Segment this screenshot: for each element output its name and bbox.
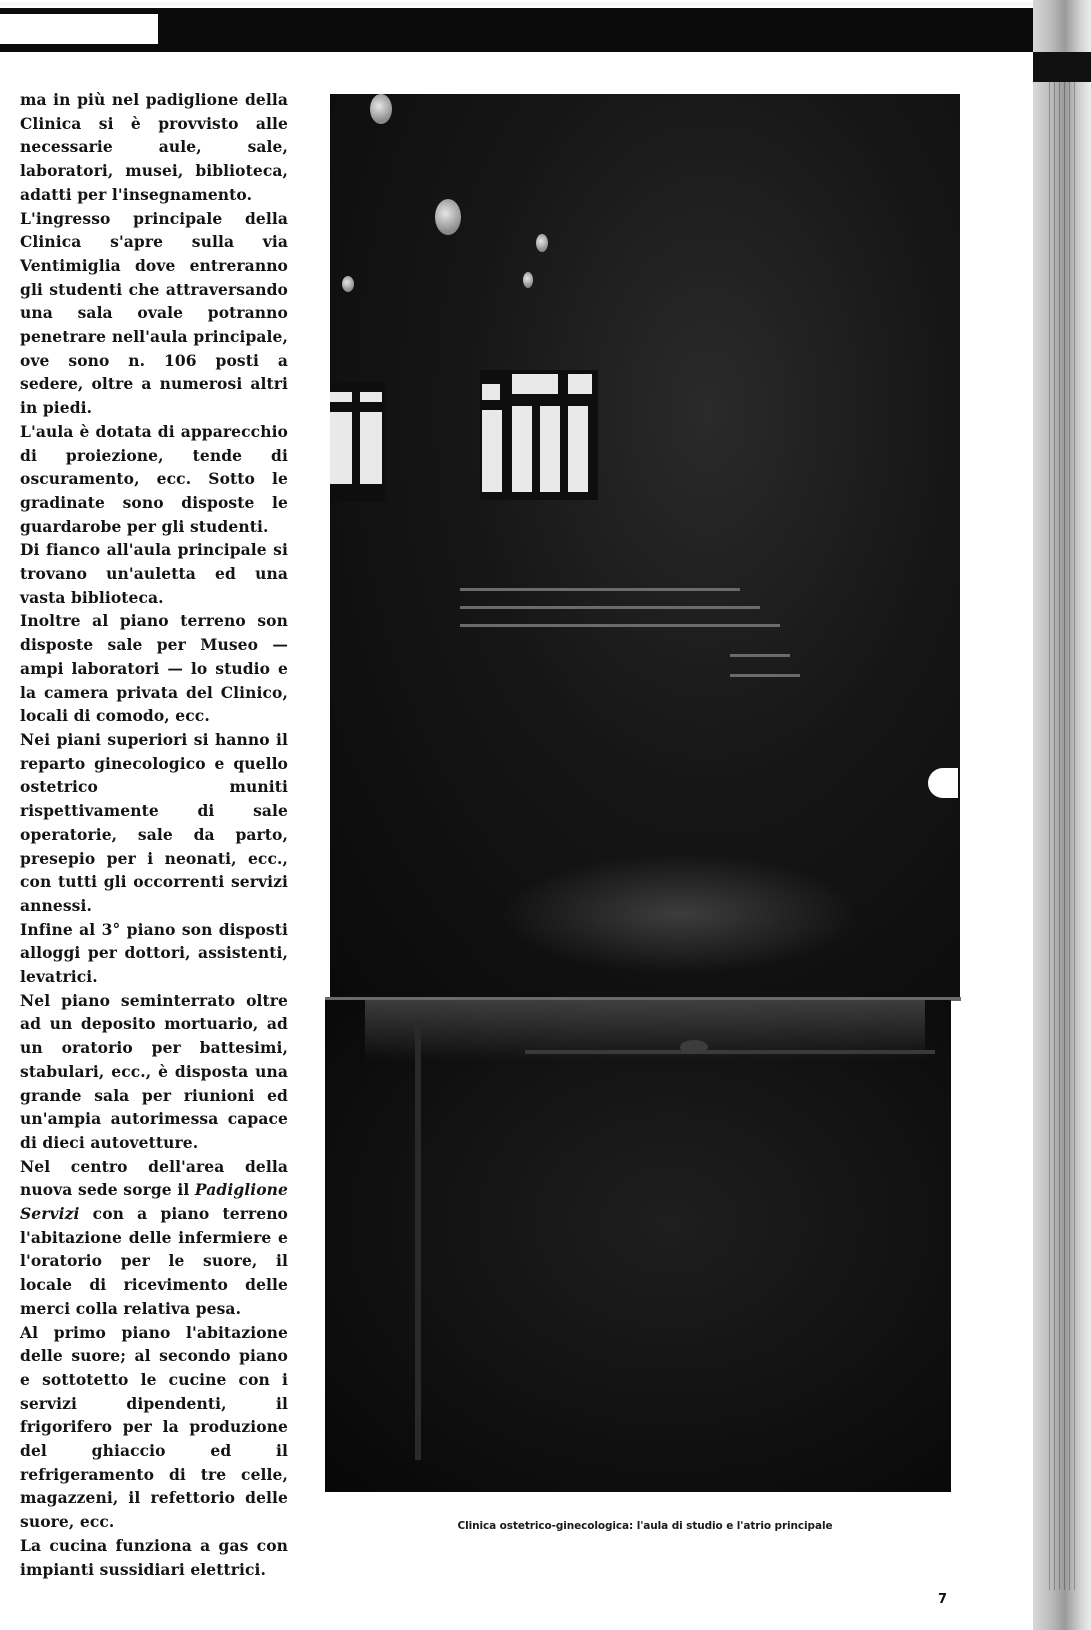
balcony-rail	[730, 654, 790, 657]
ceiling-beam	[525, 1050, 935, 1054]
photo-main-atrium	[325, 1000, 951, 1492]
paragraph: Di fianco all'aula principale si trovano un'auletta ed una vasta biblioteca.	[20, 540, 288, 607]
paragraph: Al primo piano l'abitazione delle suore; al secondo piano e sottotetto le cucine con i servizi dipendenti, il frigorifero per la produzione del ghiaccio ed il refrigeramento di tre celle, magazzeni, il refettorio delle suore, ecc.	[20, 1322, 288, 1532]
paragraph: Inoltre al piano terreno son disposte sale per Museo — ampi laboratori — lo studio e la camera privata del Clinico, locali di comodo, ecc.	[20, 611, 288, 726]
ceiling-lamp	[342, 276, 354, 292]
page-number: 7	[938, 1592, 948, 1607]
top-edge	[0, 2, 1091, 6]
top-notch	[0, 14, 158, 44]
balcony-rail	[460, 624, 780, 627]
paragraph-text: con a piano terreno l'abitazione delle infermiere e l'oratorio per le suore, il locale di ricevimento delle merci colla relativa pesa.	[20, 1204, 288, 1318]
ceiling-lamp	[370, 94, 392, 124]
paragraph: L'aula è dotata di apparecchio di proiezione, tende di oscuramento, ecc. Sotto le gradinate sono disposte le guardarobe per gli studenti.	[20, 421, 288, 536]
paragraph-text: Nel centro dell'area della nuova sede sorge il	[20, 1156, 288, 1200]
article-text-column	[20, 88, 288, 1581]
page-edge-corner	[1033, 52, 1091, 82]
balcony-rail	[460, 588, 740, 591]
page-edge-stripes	[1049, 70, 1079, 1590]
paragraph: ma in più nel padiglione della Clinica si è provvisto alle necessarie aule, sale, laboratori, musei, biblioteca, adatti per l'insegnamento.	[20, 90, 288, 204]
wall-edge	[415, 1020, 421, 1460]
paragraph: La cucina funziona a gas con impianti sussidiari elettrici.	[20, 1535, 288, 1579]
photo-caption: Clinica ostetrico-ginecologica: l'aula di studio e l'atrio principale	[457, 1520, 833, 1532]
paragraph: Nel piano seminterrato oltre ad un deposito mortuario, ad un oratorio per battesimi, stabulari, ecc., è disposta una grande sala per riunioni ed un'ampia autorimessa capace di dieci autovetture.	[20, 990, 288, 1152]
paragraph: Infine al 3° piano son disposti alloggi per dottori, assistenti, levatrici.	[20, 919, 288, 987]
ceiling-lamp	[536, 234, 548, 252]
balcony-rail	[730, 674, 800, 677]
window-left	[330, 382, 385, 502]
floor-light	[500, 854, 860, 974]
pavilion-name: Padiglione Servizi	[20, 1180, 288, 1224]
paragraph: Nei piani superiori si hanno il reparto ginecologico e quello ostetrico muniti rispettivamente di sale operatorie, sale da parto, presepio per i neonati, ecc., con tutti gli occorrenti servizi annessi.	[20, 729, 288, 915]
paragraph	[20, 1155, 288, 1321]
ceiling-lamp	[523, 272, 533, 288]
ceiling-lamp	[435, 199, 461, 235]
window-center	[480, 370, 598, 500]
photo-lecture-hall	[330, 94, 960, 999]
top-dark-band	[0, 8, 1060, 52]
paragraph: L'ingresso principale della Clinica s'apre sulla via Ventimiglia dove entreranno gli studenti che attraversando una sala ovale potranno penetrare nell'aula principale, ove sono n. 106 posti a sedere, oltre a numerosi altri in piedi.	[20, 208, 288, 418]
ceiling-lamp	[680, 1040, 708, 1054]
page-hole	[928, 768, 958, 798]
balcony-rail	[460, 606, 760, 609]
